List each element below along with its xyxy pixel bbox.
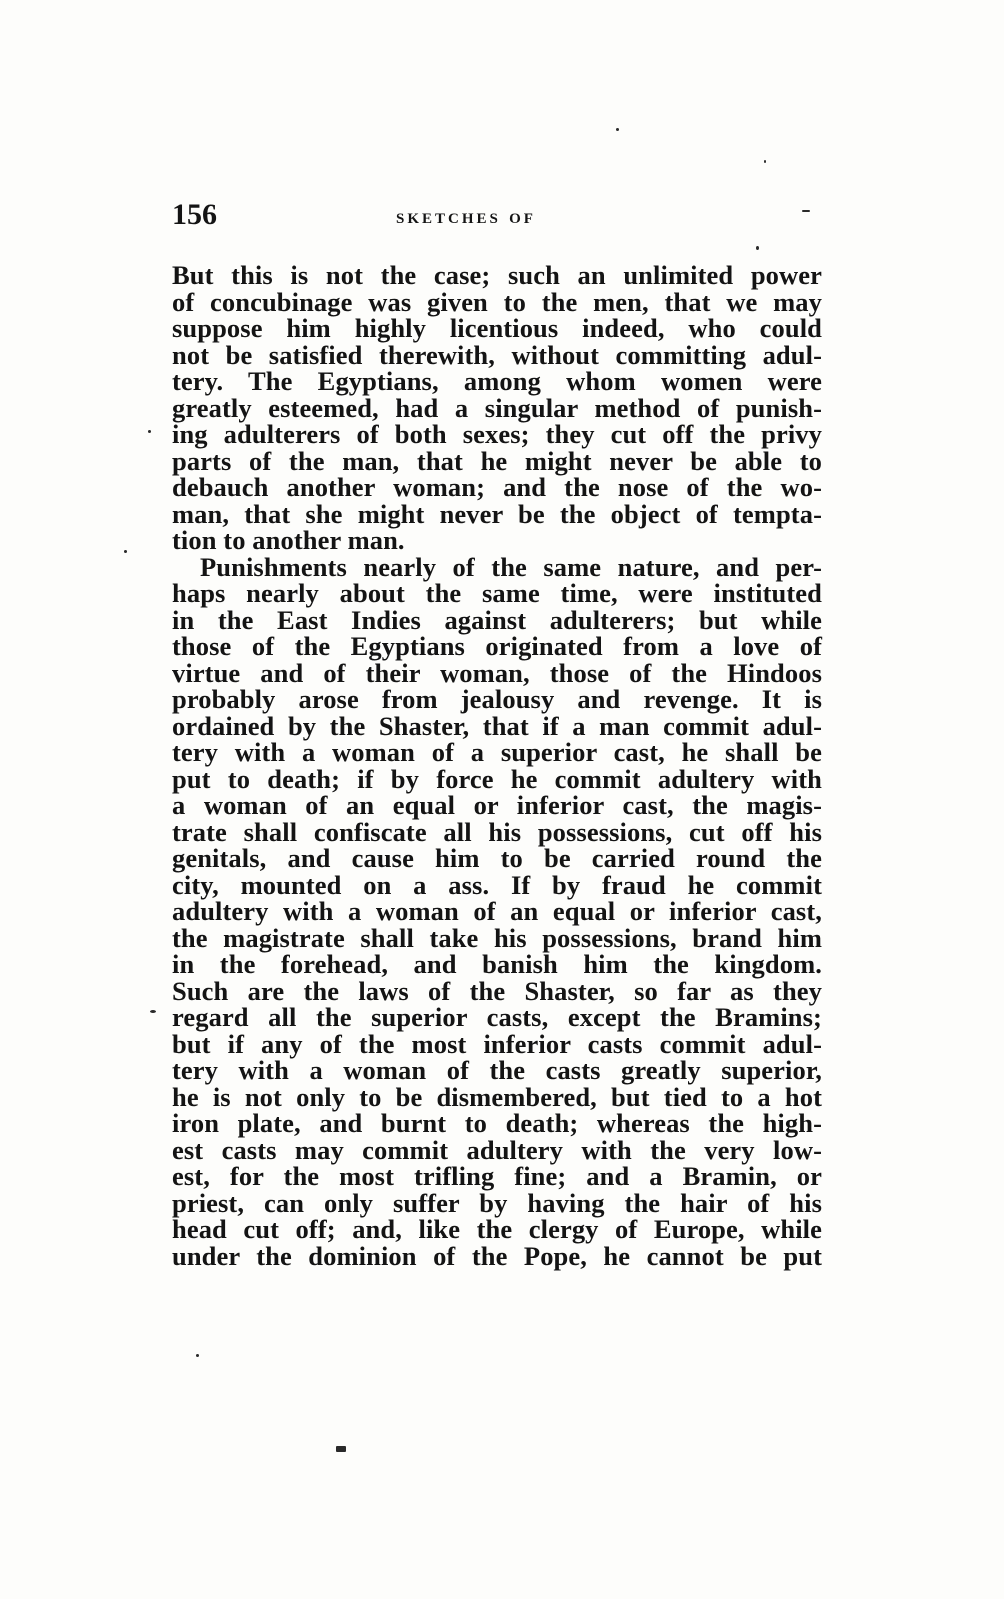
text-line: greatly esteemed, had a singular method of punish- bbox=[172, 392, 822, 423]
text-line: man, that she might never be the object of tempta- bbox=[172, 498, 822, 529]
scan-speck bbox=[764, 160, 766, 163]
text-line: debauch another woman; and the nose of the wo- bbox=[172, 472, 822, 502]
text-line: virtue and of their woman, those of the Hindoos bbox=[172, 657, 822, 688]
text-line: But this is not the case; such an unlimited power bbox=[172, 260, 822, 290]
scan-speck bbox=[336, 1446, 346, 1452]
text-line: of concubinage was given to the men, that we may bbox=[172, 286, 822, 317]
paragraph-start-line: Punishments nearly of the same nature, and per- bbox=[200, 551, 822, 582]
text-line: suppose him highly licentious indeed, who could bbox=[172, 313, 822, 343]
text-line: put to death; if by force he commit adultery with bbox=[172, 763, 822, 794]
running-title: sketches of bbox=[396, 204, 536, 228]
text-line: trate shall confiscate all his possessions, cut off his bbox=[172, 816, 822, 847]
text-line: regard all the superior casts, except the Bramins; bbox=[172, 1002, 822, 1032]
text-line: est, for the most trifling fine; and a Bramin, or bbox=[172, 1161, 822, 1191]
text-line: est casts may commit adultery with the very low- bbox=[172, 1134, 822, 1165]
scan-speck bbox=[150, 1010, 156, 1013]
text-line: tery with a woman of the casts greatly superior, bbox=[172, 1055, 822, 1085]
text-line: city, mounted on a ass. If by fraud he commit bbox=[172, 869, 822, 900]
scan-speck bbox=[756, 246, 759, 250]
text-line: the magistrate shall take his possessions, brand him bbox=[172, 922, 822, 953]
text-line: haps nearly about the same time, were instituted bbox=[172, 578, 822, 608]
scan-speck bbox=[802, 210, 810, 212]
text-line: genitals, and cause him to be carried round the bbox=[172, 843, 822, 873]
scan-speck bbox=[616, 128, 619, 131]
body-text bbox=[172, 262, 822, 1269]
text-line: those of the Egyptians originated from a love of bbox=[172, 631, 822, 661]
page-number: 156 bbox=[172, 198, 217, 231]
text-line: priest, can only suffer by having the hair of his bbox=[172, 1187, 822, 1218]
text-line: in the forehead, and banish him the kingdom. bbox=[172, 949, 822, 979]
text-line: head cut off; and, like the clergy of Europe, while bbox=[172, 1214, 822, 1244]
text-line: ing adulterers of both sexes; they cut off the privy bbox=[172, 419, 822, 449]
text-line: he is not only to be dismembered, but tied to a hot bbox=[172, 1081, 822, 1112]
text-line: Such are the laws of the Shaster, so far as they bbox=[172, 975, 822, 1006]
text-line: iron plate, and burnt to death; whereas the high- bbox=[172, 1108, 822, 1138]
running-head bbox=[172, 198, 812, 238]
scan-speck bbox=[148, 430, 151, 433]
text-line: in the East Indies against adulterers; but while bbox=[172, 604, 822, 635]
text-line: tery with a woman of a superior cast, he shall be bbox=[172, 737, 822, 767]
text-line: not be satisfied therewith, without committing adul- bbox=[172, 339, 822, 370]
scan-speck bbox=[196, 1354, 199, 1357]
text-line: under the dominion of the Pope, he cannot be put bbox=[172, 1240, 822, 1271]
text-line: a woman of an equal or inferior cast, the magis- bbox=[172, 790, 822, 820]
text-line: but if any of the most inferior casts commit adul- bbox=[172, 1028, 822, 1059]
text-line: tion to another man. bbox=[172, 525, 405, 555]
text-line: adultery with a woman of an equal or inferior cast, bbox=[172, 896, 822, 926]
text-line: ordained by the Shaster, that if a man commit adul- bbox=[172, 710, 822, 741]
scan-speck bbox=[124, 550, 127, 553]
text-line: parts of the man, that he might never be able to bbox=[172, 445, 822, 476]
text-line: tery. The Egyptians, among whom women were bbox=[172, 366, 822, 396]
text-line: probably arose from jealousy and revenge. It is bbox=[172, 684, 822, 714]
